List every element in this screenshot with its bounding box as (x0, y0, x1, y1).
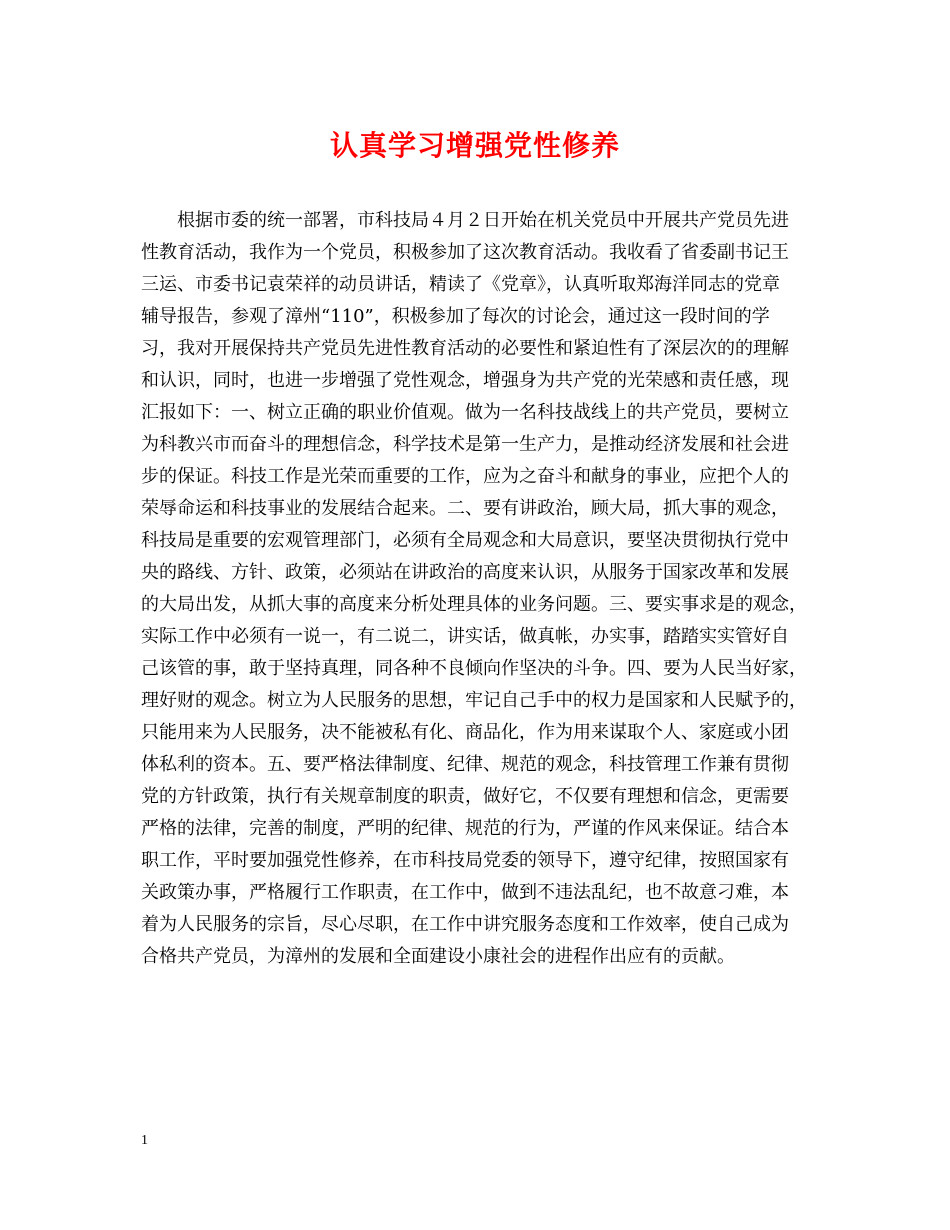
paragraph-line: 为科教兴市而奋斗的理想信念，科学技术是第一生产力，是推动经济发展和社会进 (141, 434, 789, 455)
page-number: 1 (141, 1133, 148, 1148)
paragraph-line: 汇报如下：一、树立正确的职业价值观。做为一名科技战线上的共产党员，要树立 (141, 402, 789, 423)
paragraph-line: 荣辱命运和科技事业的发展结合起来。二、要有讲政治，顾大局，抓大事的观念， (141, 498, 789, 519)
paragraph-line: 央的路线、方针、政策，必须站在讲政治的高度来认识，从服务于国家改革和发展 (141, 562, 789, 583)
paragraph-line: 职工作，平时要加强党性修养，在市科技局党委的领导下，遵守纪律，按照国家有 (141, 850, 789, 871)
paragraph-line: 步的保证。科技工作是光荣而重要的工作，应为之奋斗和献身的事业，应把个人的 (141, 466, 789, 487)
paragraph-line: 实际工作中必须有一说一，有二说二，讲实话，做真帐，办实事，踏踏实实管好自 (141, 626, 789, 647)
paragraph-line: 合格共产党员，为漳州的发展和全面建设小康社会的进程作出应有的贡献。 (141, 946, 735, 967)
page-title: 认真学习增强党性修养 (329, 129, 620, 162)
paragraph-line: 只能用来为人民服务，决不能被私有化、商品化，作为用来谋取个人、家庭或小团 (141, 722, 789, 743)
paragraph-line: 关政策办事，严格履行工作职责，在工作中，做到不违法乱纪，也不故意刁难，本 (141, 882, 789, 903)
paragraph-line: 习，我对开展保持共产党员先进性教育活动的必要性和紧迫性有了深层次的的理解 (141, 338, 789, 359)
paragraph-line: 性教育活动，我作为一个党员，积极参加了这次教育活动。我收看了省委副书记王 (141, 242, 789, 263)
paragraph-line: 严格的法律，完善的制度，严明的纪律、规范的行为，严谨的作风来保证。结合本 (141, 818, 789, 839)
paragraph-line: 科技局是重要的宏观管理部门，必须有全局观念和大局意识，要坚决贯彻执行党中 (141, 530, 789, 551)
paragraph-line: 己该管的事，敢于坚持真理，同各种不良倾向作坚决的斗争。四、要为人民当好家， (141, 658, 807, 679)
paragraph-line: 三运、市委书记袁荣祥的动员讲话，精读了《党章》，认真听取郑海洋同志的党章 (141, 274, 780, 295)
paragraph-line: 党的方针政策，执行有关规章制度的职责，做好它，不仅要有理想和信念，更需要 (141, 786, 789, 807)
paragraph-line: 理好财的观念。树立为人民服务的思想，牢记自己手中的权力是国家和人民赋予的， (141, 690, 807, 711)
paragraph-line: 着为人民服务的宗旨，尽心尽职，在工作中讲究服务态度和工作效率，使自己成为 (141, 914, 789, 935)
paragraph-line: 根据市委的统一部署，市科技局４月２日开始在机关党员中开展共产党员先进 (177, 210, 789, 231)
paragraph-line: 辅导报告，参观了漳州“110”，积极参加了每次的讨论会，通过这一段时间的学 (141, 306, 770, 327)
paragraph-line: 的大局出发，从抓大事的高度来分析处理具体的业务问题。三、要实事求是的观念， (141, 594, 807, 615)
body-paragraph (141, 205, 827, 973)
paragraph-line: 体私利的资本。五、要严格法律制度、纪律、规范的观念，科技管理工作兼有贯彻 (141, 754, 789, 775)
paragraph-line: 和认识，同时，也进一步增强了党性观念，增强身为共产党的光荣感和责任感，现 (141, 370, 789, 391)
